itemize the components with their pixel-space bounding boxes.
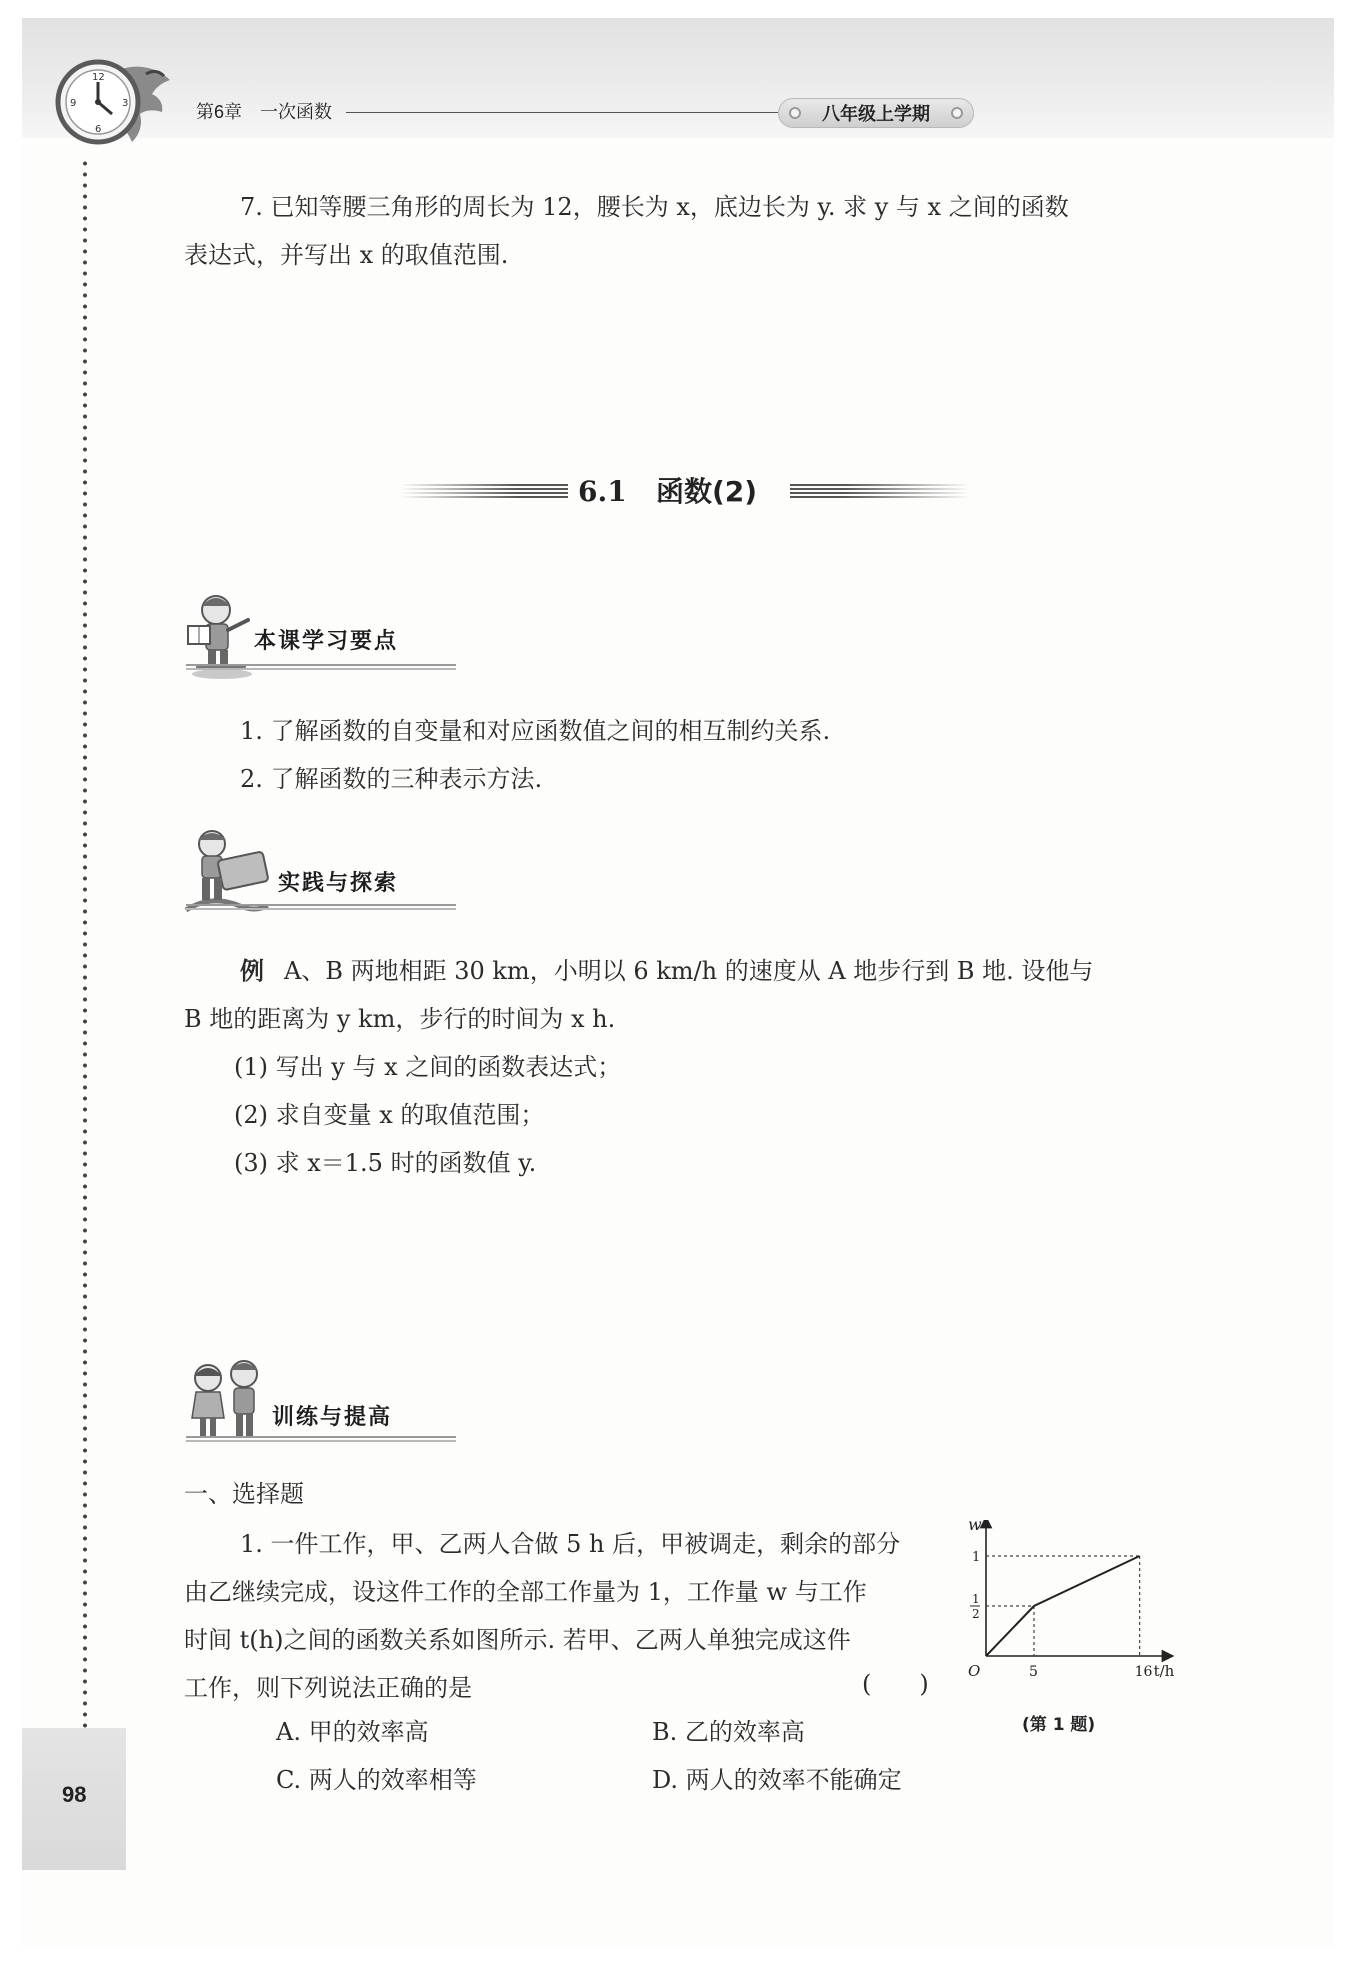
question-1-line-2: 由乙继续完成，设这件工作的全部工作量为 1，工作量 w 与工作: [184, 1578, 867, 1606]
option-c: C. 两人的效率相等: [276, 1766, 477, 1794]
svg-text:3: 3: [122, 98, 129, 109]
option-d: D. 两人的效率不能确定: [652, 1766, 902, 1794]
key-points-badge: [182, 590, 472, 680]
chapter-label: 第6章 一次函数: [196, 102, 333, 122]
y-axis-label: w: [968, 1520, 982, 1534]
svg-text:2: 2: [972, 1607, 980, 1621]
y-tick-labels: [970, 1550, 980, 1621]
choice-section-heading: 一、选择题: [184, 1480, 304, 1508]
x-axis-label: t/h: [1153, 1662, 1175, 1680]
training-label: 训练与提高: [272, 1405, 393, 1430]
question-1-line-4: 工作，则下列说法正确的是: [184, 1674, 472, 1702]
page-number: 98: [62, 1782, 87, 1807]
example-part-2: (2) 求自变量 x 的取值范围；: [234, 1101, 545, 1129]
training-badge: [182, 1356, 472, 1446]
svg-text:1: 1: [972, 1592, 980, 1606]
binding-dots: [82, 158, 88, 1730]
key-points-label: 本课学习要点: [254, 629, 399, 654]
question-7: [184, 183, 1184, 279]
example-part-1: (1) 写出 y 与 x 之间的函数表达式；: [234, 1053, 622, 1081]
grade-pill: [778, 98, 974, 128]
key-point-2: 2. 了解函数的三种表示方法.: [240, 765, 543, 793]
option-a: A. 甲的效率高: [276, 1718, 429, 1746]
grade-label: 八年级上学期: [822, 104, 930, 124]
example-label: 例: [240, 957, 264, 985]
svg-text:6: 6: [95, 124, 102, 135]
x-tick-labels: [1029, 1664, 1153, 1680]
x-tick-label: 16: [1134, 1664, 1153, 1680]
guide-lines: [986, 1556, 1140, 1656]
work-time-graph: [956, 1520, 1176, 1700]
two-kids-icon: [182, 1356, 272, 1446]
badge-underline: [186, 664, 456, 674]
pill-dot-icon: [789, 107, 801, 119]
pill-dot-icon: [951, 107, 963, 119]
question-7-line-1: 7. 已知等腰三角形的周长为 12，腰长为 x，底边长为 y. 求 y 与 x 之间的函数: [240, 193, 1069, 221]
title-bars-right: [790, 484, 970, 500]
svg-text:12: 12: [92, 72, 105, 83]
section-name: 函数(2): [656, 475, 758, 508]
y-tick-label: [972, 1550, 980, 1565]
origin-label: O: [968, 1662, 981, 1680]
svg-text:1: 1: [972, 1550, 981, 1565]
y-tick-label: [970, 1592, 980, 1621]
figure-caption: (第 1 题): [1022, 1715, 1096, 1735]
badge-underline: [186, 1436, 456, 1446]
practice-badge: [182, 826, 472, 916]
kid-with-board-icon: [182, 826, 272, 916]
section-number: 6.1: [578, 475, 627, 508]
key-point-1: 1. 了解函数的自变量和对应函数值之间的相互制约关系.: [240, 717, 831, 745]
question-1-line-1: 1. 一件工作，甲、乙两人合做 5 h 后，甲被调走，剩余的部分: [240, 1530, 901, 1558]
svg-text:9: 9: [70, 98, 77, 109]
example-text-1: A、B 两地相距 30 km，小明以 6 km/h 的速度从 A 地步行到 B 地. 设他与: [284, 957, 1094, 985]
question-1-line-3: 时间 t(h)之间的函数关系如图所示. 若甲、乙两人单独完成这件: [184, 1626, 851, 1654]
title-bars-left: [400, 484, 568, 500]
question-1: [184, 1520, 954, 1712]
example-line-1: [240, 947, 1093, 995]
badge-underline: [186, 904, 456, 914]
practice-label: 实践与探索: [278, 871, 399, 896]
option-b: B. 乙的效率高: [652, 1718, 805, 1746]
answer-blank: ( ): [862, 1670, 929, 1698]
question-7-line-2: 表达式，并写出 x 的取值范围.: [184, 241, 509, 269]
example-line-2: B 地的距离为 y km，步行的时间为 x h.: [184, 1005, 616, 1033]
header-rule: [346, 112, 778, 113]
clock-logo-icon: [48, 50, 178, 150]
series-line: [986, 1556, 1140, 1656]
example-part-3: (3) 求 x＝1.5 时的函数值 y.: [234, 1149, 537, 1177]
section-title: [400, 470, 976, 514]
x-tick-label: 5: [1029, 1664, 1038, 1680]
